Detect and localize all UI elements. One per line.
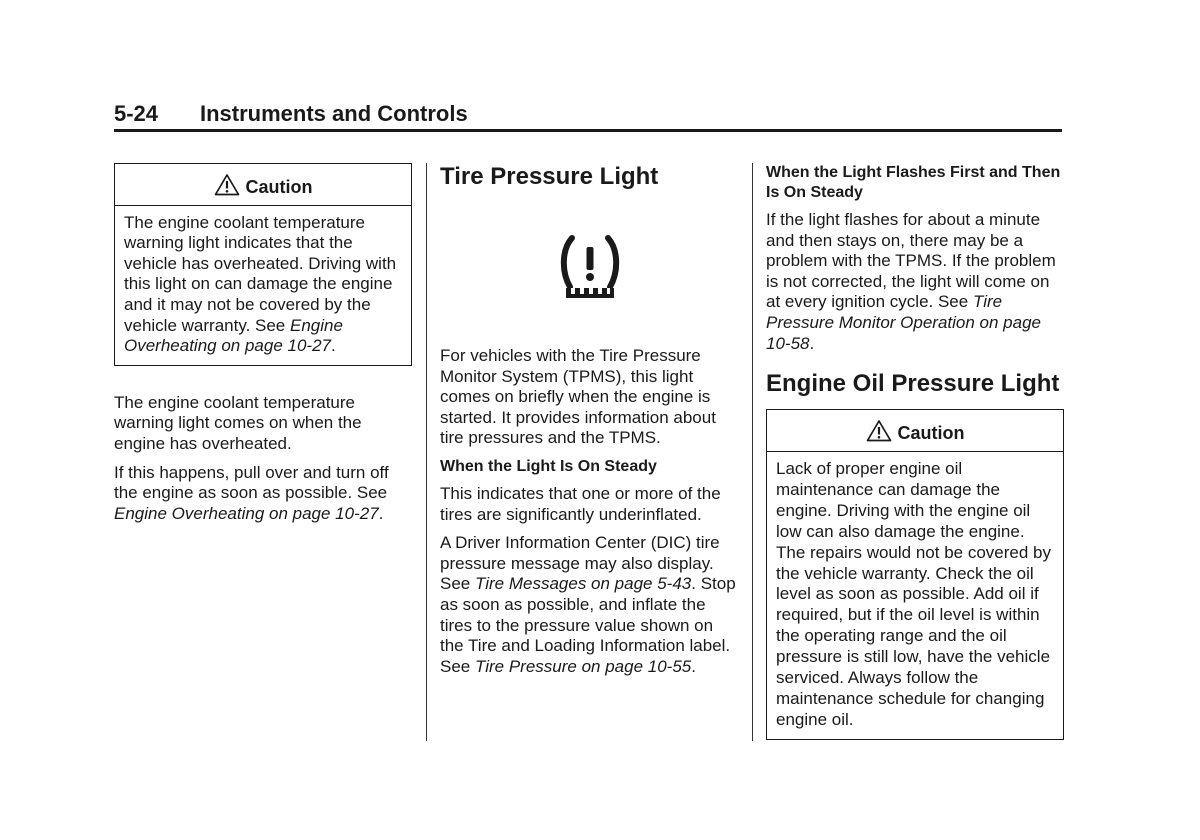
caution-text: Lack of proper engine oil maintenance can damage the engine. Driving with the engine oil low can also damage the engine. The repairs would not be covered by the vehicle warranty. Check the oil level as soon as possible. Add oil if required, but if the oil level is within the operating range and the oil pressure is still low, have the vehicle serviced. Always follow the maintenance schedule for changing engine oil.	[776, 458, 1051, 730]
cross-reference: Tire Pressure Monitor Operation on page 10-58	[766, 292, 1041, 353]
caution-text: The engine coolant temperature warning light indicates that the vehicle has overheated. Driving with this light on can damage the engine and it may not be covered by the vehicle warranty. See Engine Overheating on page 10-27.	[124, 212, 397, 356]
column-3	[766, 163, 1064, 740]
paragraph: This indicates that one or more of the tires are significantly underinflated.	[440, 483, 721, 524]
paragraph: A Driver Information Center (DIC) tire pressure message may also display. See Tire Messages on page 5-43. Stop as soon as possible, and inflate the tires to the pressure value shown on the Tire and Loading Information label. See Tire Pressure on page 10-55.	[440, 533, 736, 676]
page-header	[114, 101, 1062, 132]
warning-triangle-icon	[866, 419, 892, 442]
warning-triangle-icon	[214, 173, 240, 196]
cross-reference: Tire Pressure on page 10-55	[474, 656, 692, 676]
subheading: When the Light Flashes First and Then Is On Steady	[766, 164, 1061, 201]
paragraph: The engine coolant temperature warning light comes on when the engine has overheated.	[114, 392, 362, 453]
paragraph: If this happens, pull over and turn off the engine as soon as possible. See Engine Overheating on page 10-27.	[114, 462, 389, 523]
caution-label: Caution	[897, 423, 965, 444]
section-title: Engine Oil Pressure Light	[766, 370, 1060, 398]
cross-reference: Tire Messages on page 5-43	[474, 574, 692, 594]
page-number: 5-24	[114, 101, 159, 126]
caution-label: Caution	[245, 177, 313, 197]
cross-reference: Engine Overheating on page 10-27	[124, 315, 343, 356]
column-1	[114, 163, 412, 532]
column-2	[440, 163, 740, 685]
column-divider	[752, 163, 753, 741]
section-title: Tire Pressure Light	[440, 163, 659, 190]
caution-heading	[767, 410, 1063, 452]
caution-box	[114, 163, 412, 366]
tire-pressure-warning-icon	[559, 235, 621, 301]
paragraph: For vehicles with the Tire Pressure Monitor System (TPMS), this light comes on briefly when the engine is started. It provides information about tire pressures and the TPMS.	[440, 346, 716, 448]
cross-reference: Engine Overheating on page 10-27	[114, 503, 379, 523]
column-divider	[426, 163, 427, 741]
subheading: When the Light Is On Steady	[440, 457, 657, 475]
caution-box	[766, 409, 1064, 740]
chapter-title: Instruments and Controls	[200, 101, 468, 126]
caution-heading	[115, 164, 411, 206]
paragraph: If the light flashes for about a minute and then stays on, there may be a problem with the TPMS. If the problem is not corrected, the light will come on at every ignition cycle. See Tire Pressure Monitor Operation on page 10-58.	[766, 210, 1056, 353]
